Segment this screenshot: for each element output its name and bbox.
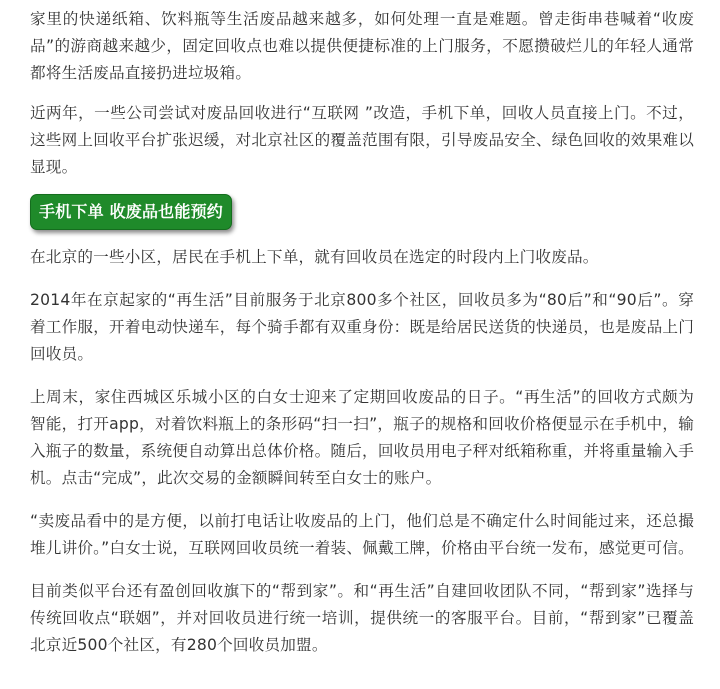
- article-paragraph: 近两年，一些公司尝试对废品回收进行“互联网 ”改造，手机下单，回收人员直接上门。不过，这些网上回收平台扩张迟缓，对北京社区的覆盖范围有限，引导废品安全、绿色回收的效果难以显现。: [30, 104, 694, 176]
- article-paragraph: 在北京的一些小区，居民在手机上下单，就有回收员在选定的时段内上门收废品。: [30, 248, 599, 266]
- article-paragraph: 2014年在京起家的“再生活”目前服务于北京800多个社区，回收员多为“80后”和“90后”。穿着工作服，开着电动快递车，每个骑手都有双重身份：既是给居民送货的快递员，也是废品上门回收员。: [30, 291, 694, 363]
- article-paragraph: “卖废品看中的是方便，以前打电话让收废品的上门，他们总是不确定什么时间能过来，还总撮堆儿讲价。”白女士说，互联网回收员统一着装、佩戴工牌，价格由平台统一发布，感觉更可信。: [30, 512, 694, 557]
- article-paragraph: 目前类似平台还有盈创回收旗下的“帮到家”。和“再生活”自建回收团队不同，“帮到家”选择与传统回收点“联姻”，并对回收员进行统一培训，提供统一的客服平台。目前，“帮到家”已覆盖北京近500个社区，有280个回收员加盟。: [30, 582, 694, 654]
- article-paragraph: 上周末，家住西城区乐城小区的白女士迎来了定期回收废品的日子。“再生活”的回收方式颇为智能，打开app，对着饮料瓶上的条形码“扫一扫”，瓶子的规格和回收价格便显示在手机中，输入瓶子的数量，系统便自动算出总体价格。随后，回收员用电子秤对纸箱称重，并将重量输入手机。点击“完成”，此次交易的金额瞬间转至白女士的账户。: [30, 388, 694, 487]
- article-paragraph: 家里的快递纸箱、饮料瓶等生活废品越来越多，如何处理一直是难题。曾走街串巷喊着“收废品”的游商越来越少，固定回收点也难以提供便捷标准的上门服务，不愿攒破烂儿的年轻人通常都将生活废品直接扔进垃圾箱。: [30, 10, 694, 82]
- section-heading-badge: 手机下单 收废品也能预约: [30, 194, 232, 230]
- article-body: [30, 6, 694, 659]
